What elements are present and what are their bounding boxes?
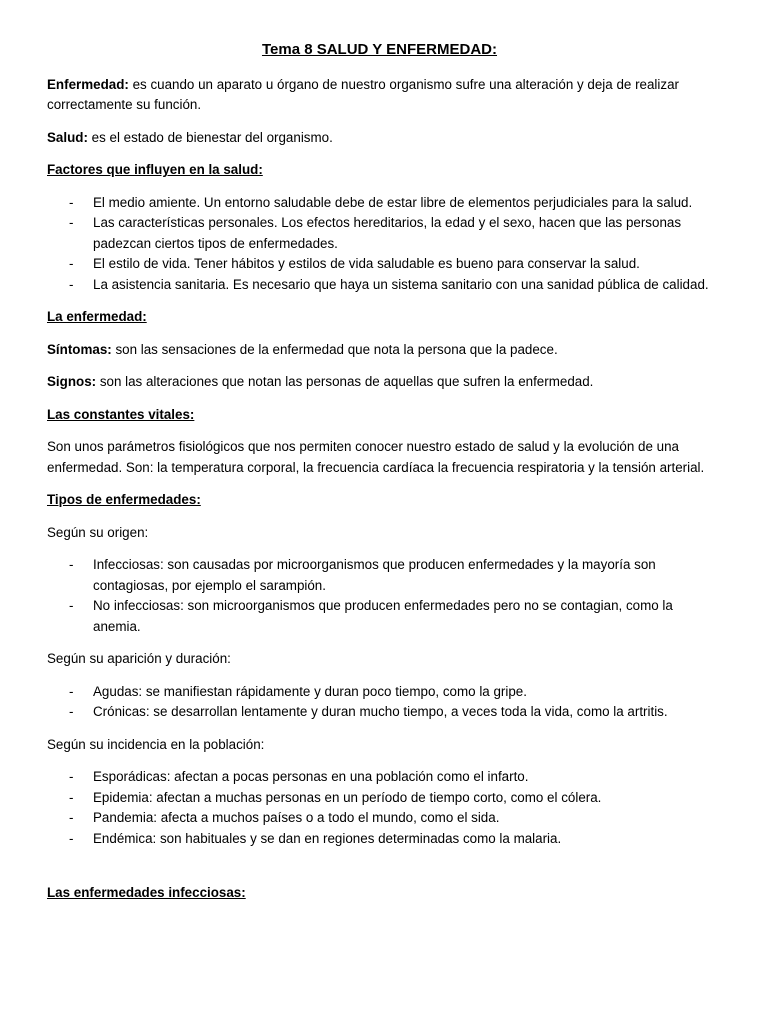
list-item-text: La asistencia sanitaria. Es necesario que haya un sistema sanitario con una sanidad pública de calidad. — [93, 276, 709, 292]
aparicion-list — [47, 682, 712, 723]
definition-enfermedad — [47, 75, 712, 116]
list-item — [47, 702, 712, 723]
heading-infecciosas: Las enfermedades infecciosas: — [47, 885, 246, 900]
label-origen: Según su origen: — [47, 524, 149, 540]
constantes-paragraph: Son unos parámetros fisiológicos que nos permiten conocer nuestro estado de salud y la evolución de una enfermedad. Son: la temperatura corporal, la frecuencia cardíaca la frecuencia respiratoria y la tensión arterial. — [47, 439, 705, 475]
label-incidencia: Según su incidencia en la población: — [47, 736, 265, 752]
list-item-text: Esporádicas: afectan a pocas personas en una población como el infarto. — [93, 769, 529, 784]
dash-bullet: - — [69, 598, 74, 613]
list-item-text: El medio amiente. Un entorno saludable debe de estar libre de elementos perjudiciales para la salud. — [93, 194, 693, 210]
list-item-text: Endémica: son habituales y se dan en regiones determinadas como la malaria. — [93, 830, 562, 846]
heading-factores: Factores que influyen en la salud: — [47, 162, 263, 177]
term-signos: Signos: — [47, 374, 97, 389]
definition-sintomas — [47, 340, 712, 361]
list-item-text: Pandemia: afecta a muchos países o a todo el mundo, como el sida. — [93, 810, 500, 825]
origen-list — [47, 555, 712, 637]
incidencia-list — [47, 767, 712, 849]
dash-bullet: - — [69, 194, 74, 210]
list-item — [47, 213, 712, 254]
list-item — [47, 682, 712, 703]
list-item-text: Epidemia: afectan a muchas personas en un período de tiempo corto, como el cólera. — [93, 789, 602, 805]
list-item-text: No infecciosas: son microorganismos que producen enfermedades pero no se contagian, como la anemia. — [93, 598, 673, 634]
list-item — [47, 254, 712, 275]
list-item-text: Las características personales. Los efectos hereditarios, la edad y el sexo, hacen que las personas padezcan ciertos tipos de enfermedades. — [93, 215, 682, 251]
dash-bullet: - — [69, 769, 74, 784]
dash-bullet: - — [69, 215, 74, 230]
list-item-text: Infecciosas: son causadas por microorganismos que producen enfermedades y la mayoría son contagiosas, por ejemplo el sarampión. — [93, 557, 656, 593]
term-sintomas: Síntomas: — [47, 341, 112, 357]
dash-bullet: - — [69, 789, 74, 805]
list-item — [47, 767, 712, 788]
dash-bullet: - — [69, 830, 74, 846]
dash-bullet: - — [69, 256, 74, 271]
dash-bullet: - — [69, 704, 74, 719]
term-salud: Salud: — [47, 129, 88, 145]
dash-bullet: - — [69, 276, 74, 292]
term-enfermedad: Enfermedad: — [47, 76, 129, 92]
definition-enfermedad-text: es cuando un aparato u órgano de nuestro organismo sufre una alteración y deja de realizar correctamente su función. — [47, 76, 679, 112]
label-aparicion: Según su aparición y duración: — [47, 651, 231, 666]
definition-salud-text: es el estado de bienestar del organismo. — [87, 129, 333, 145]
list-item — [47, 788, 712, 809]
list-item-text: El estilo de vida. Tener hábitos y estilos de vida saludable es bueno para conservar la salud. — [93, 256, 640, 271]
list-item — [47, 193, 712, 214]
list-item — [47, 596, 712, 637]
heading-constantes: Las constantes vitales: — [47, 406, 195, 422]
list-item-text: Agudas: se manifiestan rápidamente y duran poco tiempo, como la gripe. — [93, 683, 527, 699]
dash-bullet: - — [69, 810, 74, 825]
definition-salud — [47, 128, 712, 149]
section-spacer — [47, 861, 712, 883]
page-title: Tema 8 SALUD Y ENFERMEDAD: — [261, 41, 498, 58]
heading-tipos: Tipos de enfermedades: — [47, 492, 201, 507]
list-item — [47, 555, 712, 596]
factores-list — [47, 193, 712, 296]
list-item — [47, 829, 712, 850]
list-item — [47, 275, 712, 296]
list-item-text: Crónicas: se desarrollan lentamente y duran mucho tiempo, a veces toda la vida, como la artritis. — [93, 704, 668, 719]
dash-bullet: - — [69, 683, 74, 699]
list-item — [47, 808, 712, 829]
dash-bullet: - — [69, 557, 74, 572]
definition-signos — [47, 372, 712, 393]
definition-sintomas-text: son las sensaciones de la enfermedad que nota la persona que la padece. — [111, 341, 558, 357]
heading-la-enfermedad: La enfermedad: — [47, 309, 147, 324]
definition-signos-text: son las alteraciones que notan las personas de aquellas que sufren la enfermedad. — [96, 374, 594, 389]
